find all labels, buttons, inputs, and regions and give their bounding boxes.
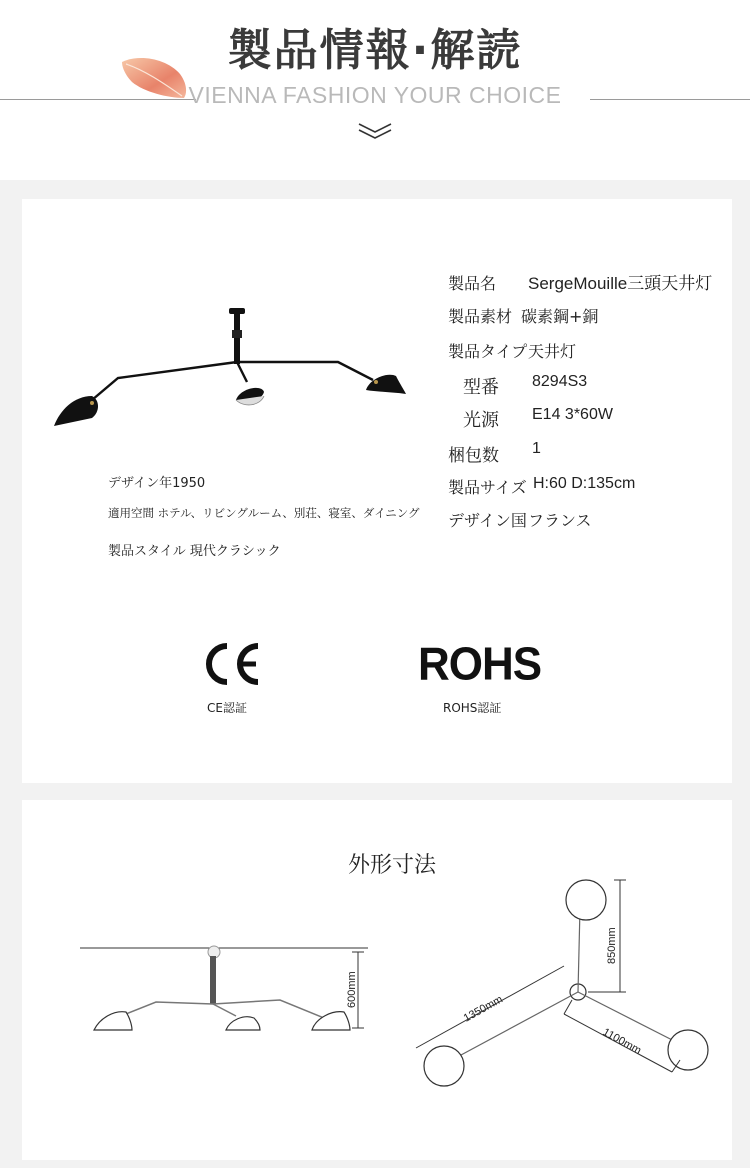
design-space: 適用空間 ホテル、リビングルーム、別荘、寝室、ダイニング [108,506,420,520]
ce-mark-icon [200,640,262,688]
spec-size-value: H:60 D:135cm [533,475,636,492]
dim-arm-right-label: 1100mm [600,1026,644,1057]
spec-type-value: 天井灯 [528,342,577,361]
design-style: 製品スタイル 現代クラシック [108,544,281,559]
spec-material-label: 製品素材 [448,307,513,326]
spec-name-value: SergeMouille三頭天井灯 [528,274,713,293]
dim-arm-long-label: 1350mm [461,993,505,1025]
rohs-label: ROHS認証 [443,701,502,715]
spec-package-value: 1 [532,440,541,457]
ce-label: CE認証 [207,701,247,715]
header-banner [0,0,750,180]
spec-country-value: フランス [528,511,592,530]
spec-model-label: 型番 [463,377,499,398]
spec-light-label: 光源 [463,410,499,431]
spec-type-label: 製品タイプ [448,342,528,361]
top-view-diagram [408,868,728,1108]
spec-light-value: E14 3*60W [532,406,613,423]
spec-size-label: 製品サイズ [448,478,527,497]
spec-package-label: 梱包数 [448,446,499,466]
double-chevron-down-icon [357,120,393,140]
page-subtitle: VIENNA FASHION YOUR CHOICE [188,82,562,108]
rohs-mark: ROHS [418,638,542,691]
spec-model-value: 8294S3 [532,373,588,390]
design-year: デザイン年1950 [108,476,206,491]
lamp-product-image [48,300,418,440]
side-view-diagram [76,938,376,1048]
dim-arm-top-label: 850mm [606,927,618,964]
page-title: 製品情報·解読 [227,25,523,76]
dim-height-label: 600mm [346,971,358,1008]
dimensions-title: 外形寸法 [348,853,437,878]
spec-country-label: デザイン国 [448,511,527,530]
spec-material-value: 碳素鋼+銅 [521,307,599,326]
spec-name-label: 製品名 [448,274,497,293]
